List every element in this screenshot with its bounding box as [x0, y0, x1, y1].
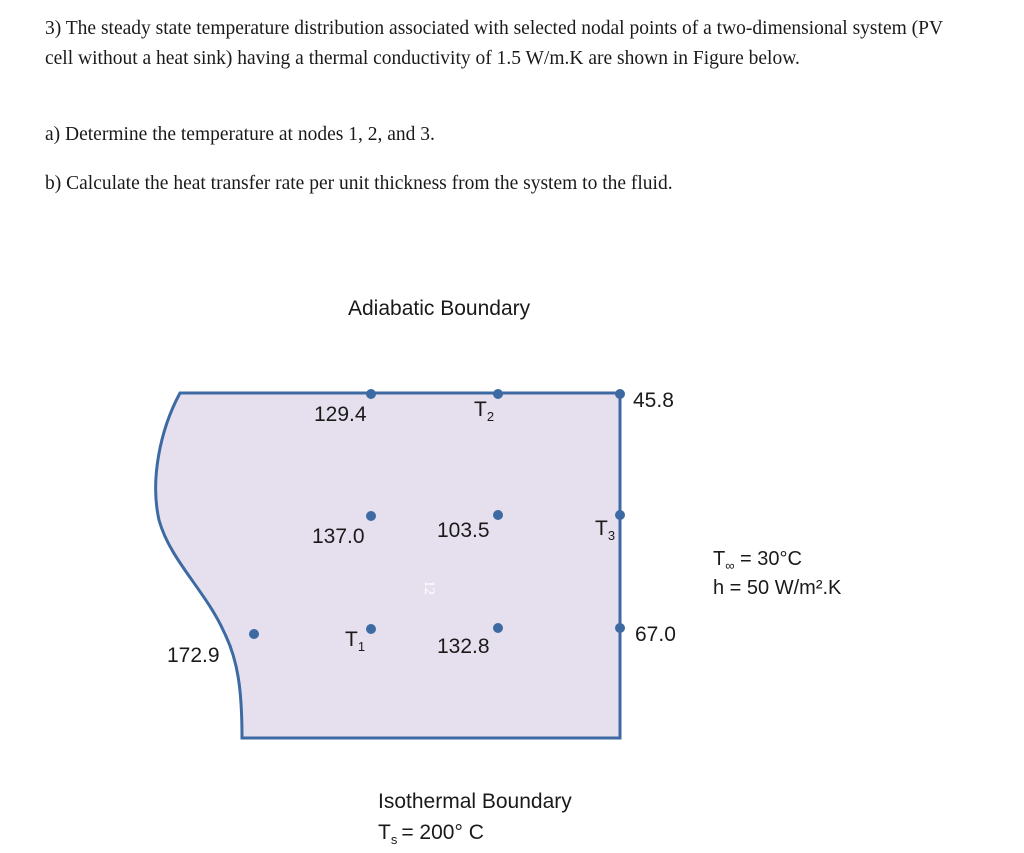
value-right-lower: 67.0: [635, 623, 676, 646]
t-inf-symbol: T: [713, 548, 726, 570]
t3-subscript: 3: [607, 528, 616, 543]
ts-subscript: s: [390, 832, 398, 847]
node-t2: [493, 389, 503, 399]
value-top-right-corner: 45.8: [633, 389, 674, 412]
t3-symbol: T: [595, 517, 608, 540]
domain-outline: [156, 393, 620, 738]
node-t1: [366, 624, 376, 634]
problem-part-b: b) Calculate the heat transfer rate per unit thickness from the system to the fluid.: [45, 173, 673, 194]
problem-intro: 3) The steady state temperature distribution associated with selected nodal points of a two-dimensional system (PV cell without a heat sink) having a thermal conductivity of 1.5 W/m.K are shown in Figure below.: [45, 18, 943, 69]
surface-temperature-label: [378, 821, 484, 847]
isothermal-boundary-label: Isothermal Boundary: [378, 790, 572, 813]
node-bottom-center: [493, 623, 503, 633]
node-top-left: [366, 389, 376, 399]
adiabatic-boundary-label: Adiabatic Boundary: [348, 297, 531, 320]
node-right-lower: [615, 623, 625, 633]
fluid-temperature-label: [713, 548, 802, 573]
t1-symbol: T: [345, 628, 358, 651]
value-top-left: 129.4: [314, 403, 367, 426]
t2-subscript: 2: [486, 409, 495, 424]
t-inf-subscript: ∞: [725, 558, 735, 573]
t1-subscript: 1: [357, 639, 366, 654]
value-bottom-center: 132.8: [437, 635, 490, 658]
node-top-right-corner: [615, 389, 625, 399]
problem-part-a: a) Determine the temperature at nodes 1, 2, and 3.: [45, 124, 435, 145]
ts-symbol: T: [378, 821, 391, 844]
value-mid-left: 137.0: [312, 525, 365, 548]
node-mid-left: [366, 511, 376, 521]
node-t3: [615, 510, 625, 520]
t2-symbol: T: [474, 398, 487, 421]
page-mark: 12: [421, 580, 437, 595]
node-mid-center: [493, 510, 503, 520]
heat-transfer-coefficient-label: h = 50 W/m².K: [713, 577, 842, 599]
node-far-left: [249, 629, 259, 639]
value-mid-center: 103.5: [437, 519, 490, 542]
ts-value: = 200° C: [401, 821, 484, 844]
value-far-left: 172.9: [167, 644, 220, 667]
t-inf-value: = 30°C: [734, 548, 802, 570]
